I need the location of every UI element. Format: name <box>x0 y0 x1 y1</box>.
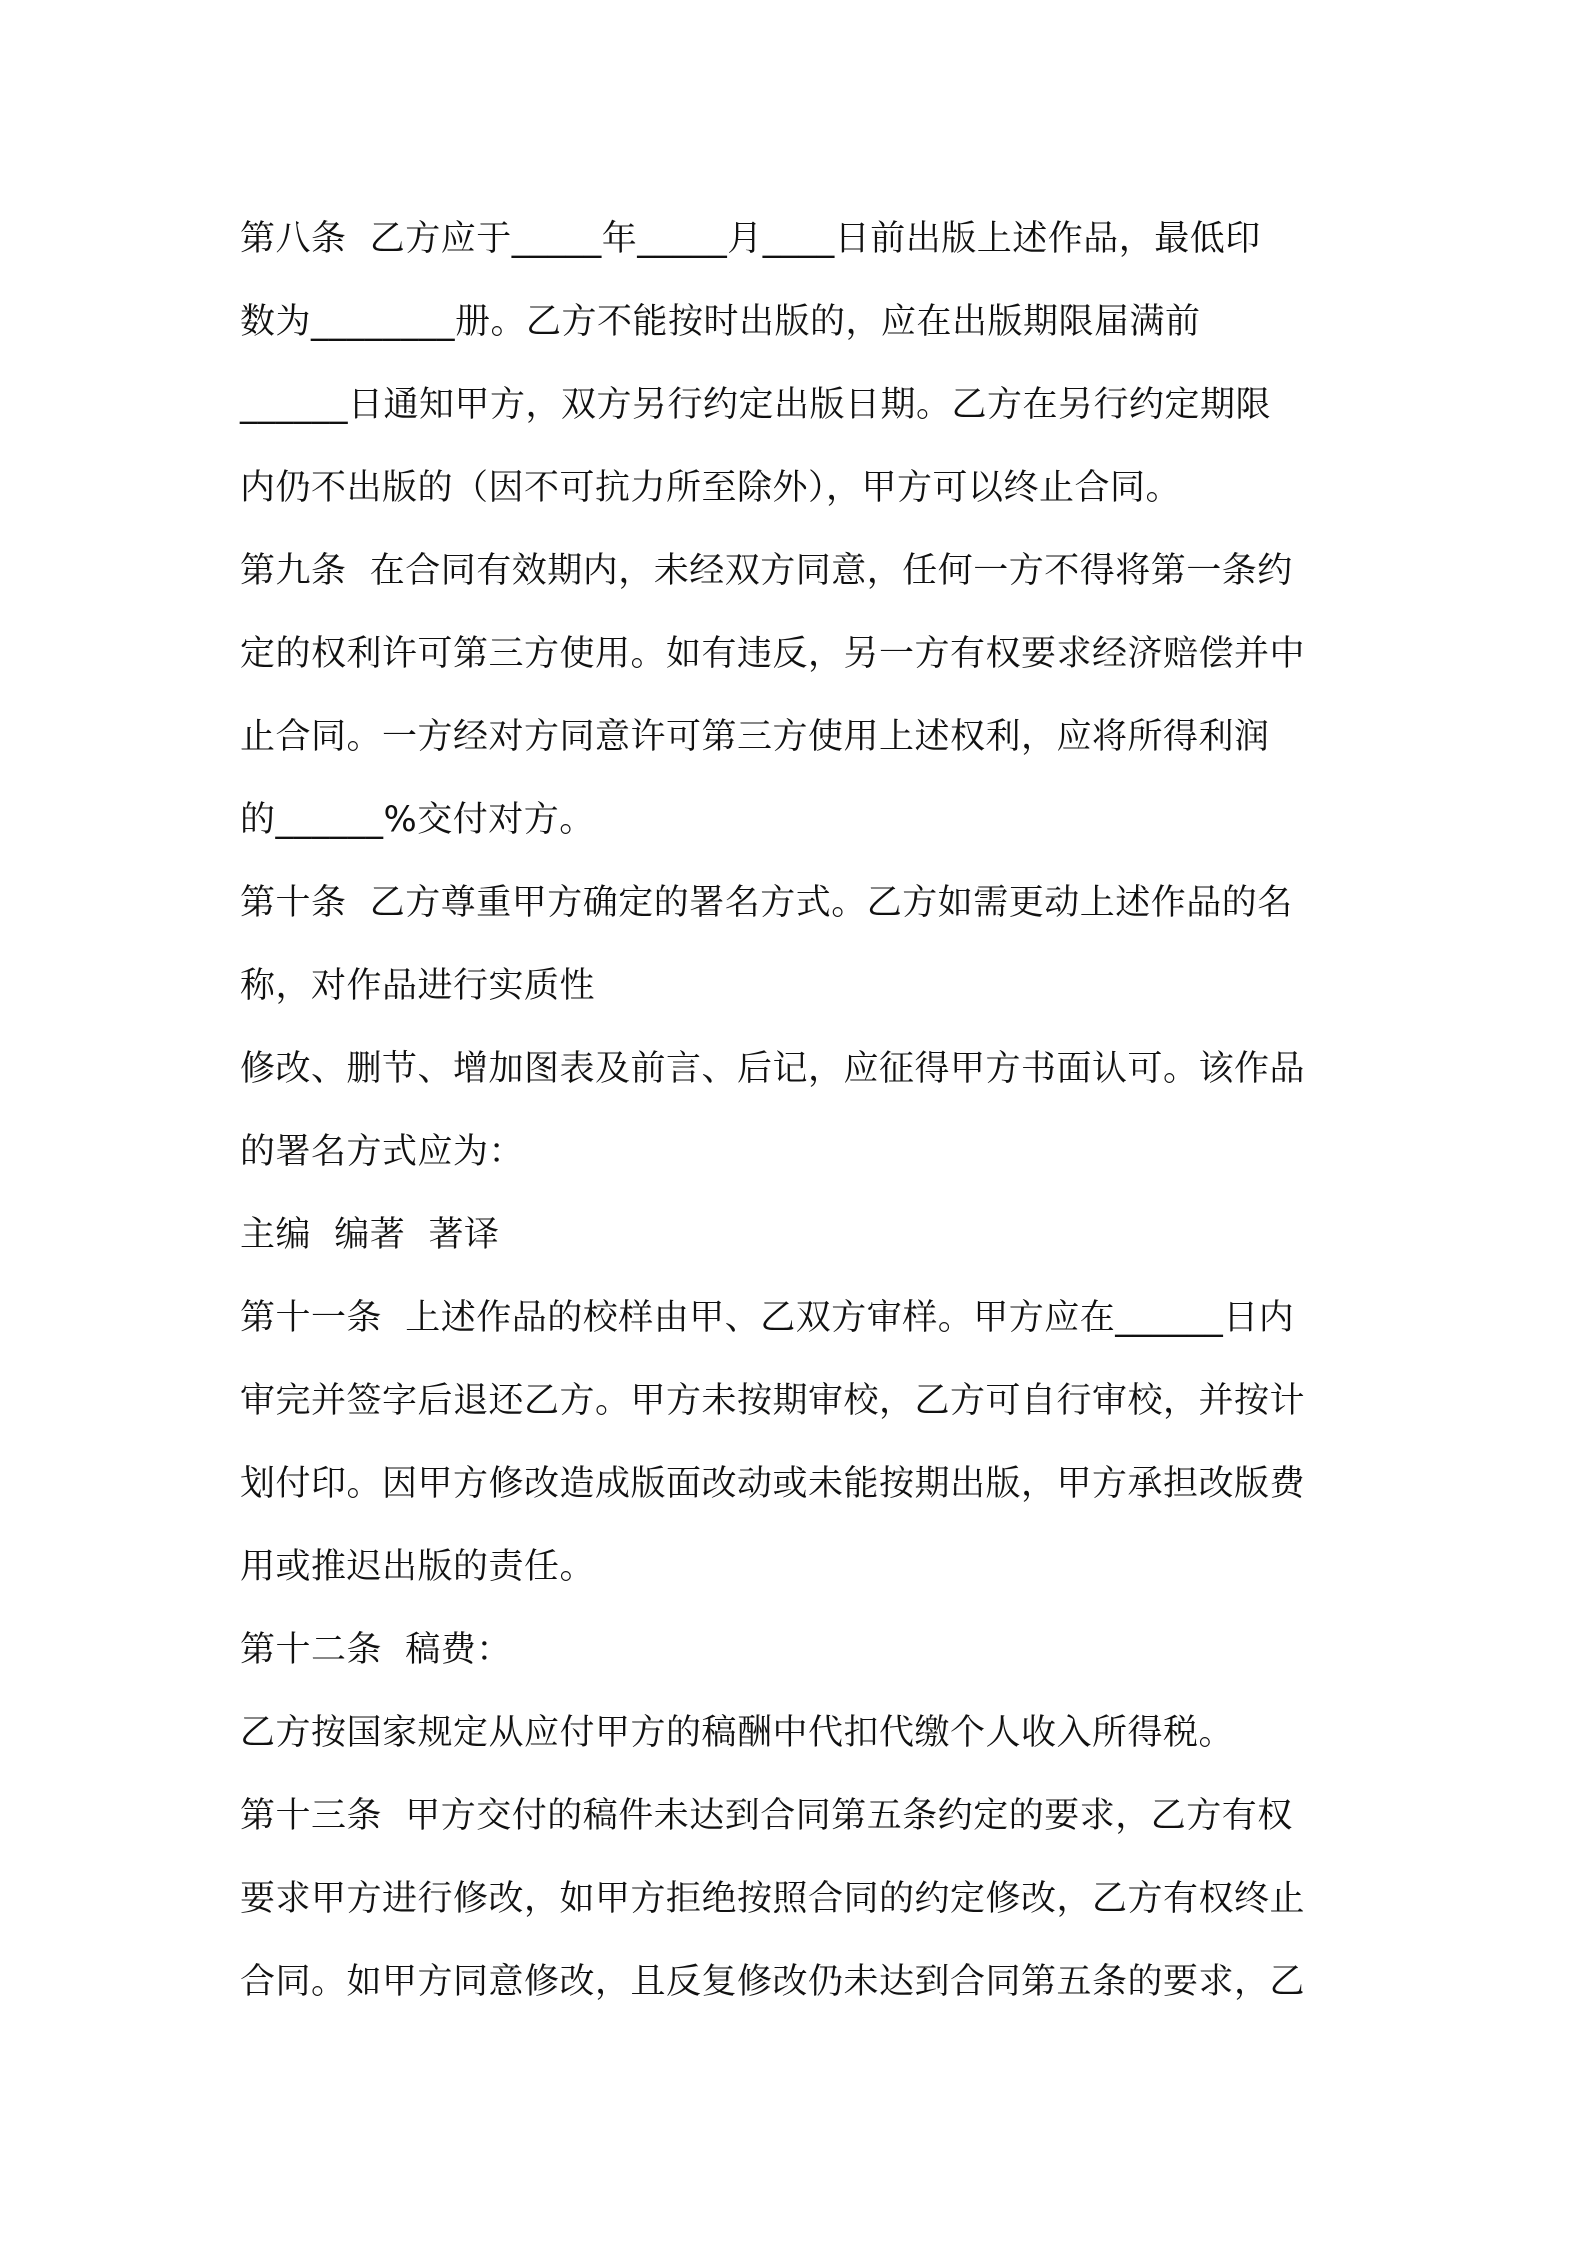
text-line: 第九条 在合同有效期内，未经双方同意，任何一方不得将第一条约 <box>240 551 1293 591</box>
text-line: 第十三条 甲方交付的稿件未达到合同第五条约定的要求，乙方有权 <box>240 1796 1293 1836</box>
text-line: 用或推迟出版的责任。 <box>240 1547 596 1587</box>
text-line: 内仍不出版的（因不可抗力所至除外），甲方可以终止合同。 <box>240 468 1182 508</box>
text-line: 第十二条 稿费： <box>240 1630 512 1670</box>
text-line: 的署名方式应为： <box>240 1132 525 1172</box>
text-line: 第十条 乙方尊重甲方确定的署名方式。乙方如需更动上述作品的名 <box>240 883 1293 923</box>
text-line: 第八条 乙方应于_____年_____月____日前出版上述作品，最低印 <box>240 219 1261 259</box>
text-line: 称，对作品进行实质性 <box>240 966 596 1006</box>
text-line: 乙方按国家规定从应付甲方的稿酬中代扣代缴个人收入所得税。 <box>240 1713 1235 1753</box>
text-line: 数为________册。乙方不能按时出版的，应在出版期限届满前 <box>240 302 1201 342</box>
text-line: 审完并签字后退还乙方。甲方未按期审校，乙方可自行审校，并按计 <box>240 1381 1306 1421</box>
text-line: 止合同。一方经对方同意许可第三方使用上述权利，应将所得利润 <box>240 717 1270 757</box>
contract-text <box>240 198 1360 2024</box>
text-line: 第十一条 上述作品的校样由甲、乙双方审样。甲方应在______日内 <box>240 1298 1295 1338</box>
text-line: 合同。如甲方同意修改，且反复修改仍未达到合同第五条的要求，乙 <box>240 1962 1306 2002</box>
text-line: 修改、删节、增加图表及前言、后记，应征得甲方书面认可。该作品 <box>240 1049 1306 1089</box>
text-line: ______日通知甲方，双方另行约定出版日期。乙方在另行约定期限 <box>240 385 1272 425</box>
text-line: 的______%交付对方。 <box>240 800 595 840</box>
text-line: 定的权利许可第三方使用。如有违反，另一方有权要求经济赔偿并中 <box>240 634 1306 674</box>
text-line: 主编 编著 著译 <box>240 1215 500 1255</box>
text-line: 要求甲方进行修改，如甲方拒绝按照合同的约定修改，乙方有权终止 <box>240 1879 1306 1919</box>
text-line: 划付印。因甲方修改造成版面改动或未能按期出版，甲方承担改版费 <box>240 1464 1306 1504</box>
